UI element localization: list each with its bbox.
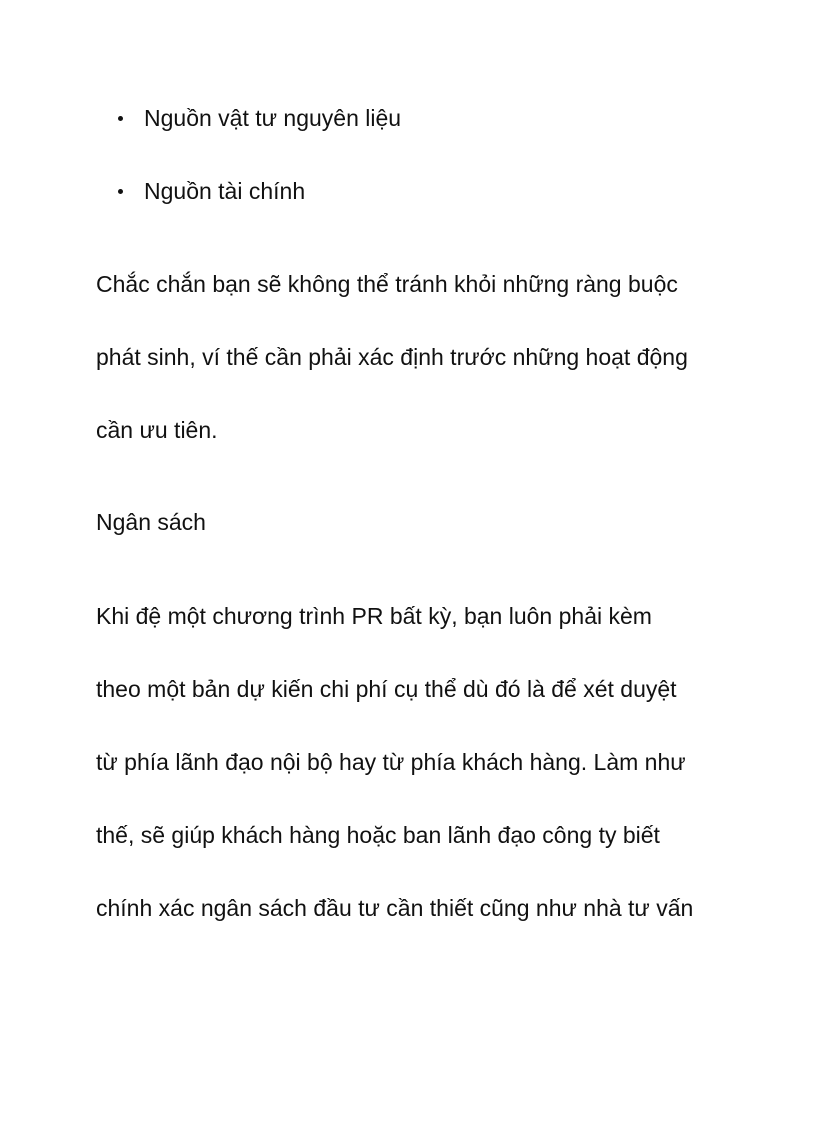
bullet-text: Nguồn vật tư nguyên liệu <box>144 105 402 131</box>
budget-heading <box>96 486 736 559</box>
bullet-text: Nguồn tài chính <box>144 178 306 204</box>
paragraph-line: từ phía lãnh đạo nội bộ hay từ phía khách hàng. Làm như <box>96 749 686 775</box>
resource-bullet-list <box>96 100 401 246</box>
paragraph-line: Khi đệ một chương trình PR bất kỳ, bạn luôn phải kèm <box>96 603 652 629</box>
budget-paragraph <box>96 580 736 945</box>
heading-text: Ngân sách <box>96 509 206 535</box>
paragraph-line: chính xác ngân sách đầu tư cần thiết cũng như nhà tư vấn <box>96 895 694 921</box>
paragraph-line: theo một bản dự kiến chi phí cụ thể dù đó là để xét duyệt <box>96 676 677 702</box>
paragraph-line: Chắc chắn bạn sẽ không thể tránh khỏi những ràng buộc <box>96 271 678 297</box>
bullet-item <box>96 173 401 246</box>
priority-paragraph <box>96 248 736 467</box>
paragraph-line: cần ưu tiên. <box>96 417 218 443</box>
bullet-dot-icon <box>118 116 123 121</box>
bullet-item <box>96 100 401 173</box>
paragraph-line: phát sinh, ví thế cần phải xác định trước những hoạt động <box>96 344 688 370</box>
bullet-dot-icon <box>118 189 123 194</box>
paragraph-line: thế, sẽ giúp khách hàng hoặc ban lãnh đạo công ty biết <box>96 822 660 848</box>
